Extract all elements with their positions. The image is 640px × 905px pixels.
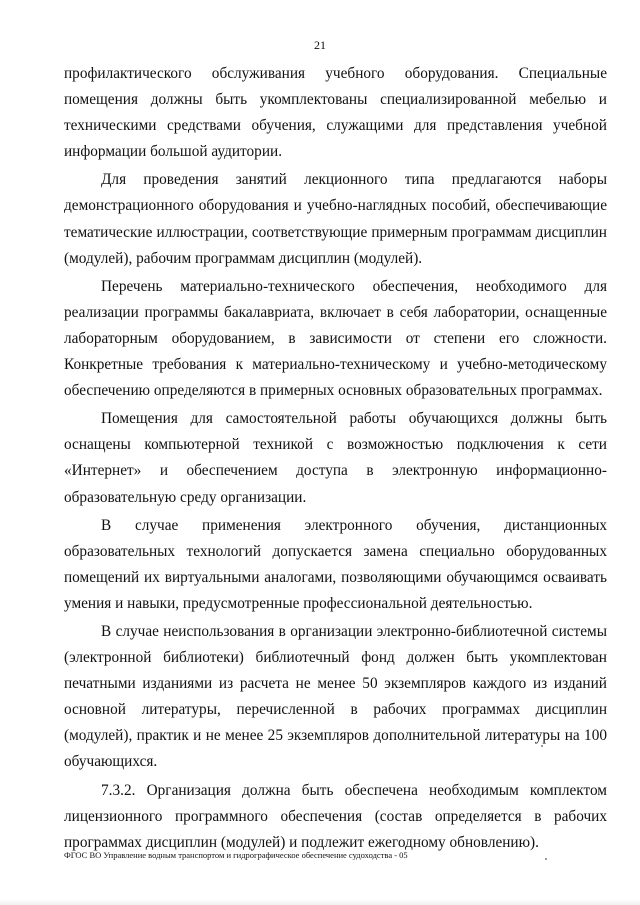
paragraph-material-technical-support: Перечень материально-технического обеспечения, необходимого для реализации программы бакалавриата, включает в себя лаборатории, оснащенные лабораторным оборудованием, в зависимости от степени его сложности. Конкретные требования к материально-техническому и учебно-методическому обеспечению определяются в примерных основных образовательных программах.	[64, 277, 607, 400]
page-footer: ФГОС ВО Управление водным транспортом и гидрографическое обеспечение судоходства - 05	[64, 850, 408, 860]
page-number: 21	[314, 38, 326, 52]
scan-speck	[541, 745, 543, 747]
document-body	[64, 61, 607, 858]
paragraph-licensed-software: 7.3.2. Организация должна быть обеспечена необходимым комплектом лицензионного программного обеспечения (состав определяется в рабочих программах дисциплин (модулей) и подлежит ежегодному обновлению).	[64, 781, 607, 851]
scan-bottom-edge	[0, 899, 640, 905]
paragraph-lecture-equipment: Для проведения занятий лекционного типа предлагаются наборы демонстрационного оборудования и учебно-наглядных пособий, обеспечивающие тематические иллюстрации, соответствующие примерным программам дисциплин (модулей), рабочим программам дисциплин (модулей).	[64, 171, 607, 267]
paragraph-e-learning: В случае применения электронного обучения, дистанционных образовательных технологий допускается замена специально оборудованных помещений их виртуальными аналогами, позволяющими обучающимся осваивать умения и навыки, предусмотренные профессиональной деятельностью.	[64, 516, 607, 612]
paragraph-self-study-rooms: Помещения для самостоятельной работы обучающихся должны быть оснащены компьютерной техникой с возможностью подключения к сети «Интернет» и обеспечением доступа в электронную информационно-образовательную среду организации.	[64, 410, 607, 506]
scan-speck	[545, 858, 547, 860]
paragraph-equipment-maintenance: профилактического обслуживания учебного оборудования. Специальные помещения должны быть укомплектованы специализированной мебелью и техническими средствами обучения, служащими для представления учебной информации большой аудитории.	[64, 65, 607, 161]
paragraph-library-fund: В случае неиспользования в организации электронно-библиотечной системы (электронной библиотеки) библиотечный фонд должен быть укомплектован печатными изданиями из расчета не менее 50 экземпляров каждого из изданий основной литературы, перечисленной в рабочих программах дисциплин (модулей), практик и не менее 25 экземпляров дополнительной литературы на 100 обучающихся.	[64, 622, 607, 771]
